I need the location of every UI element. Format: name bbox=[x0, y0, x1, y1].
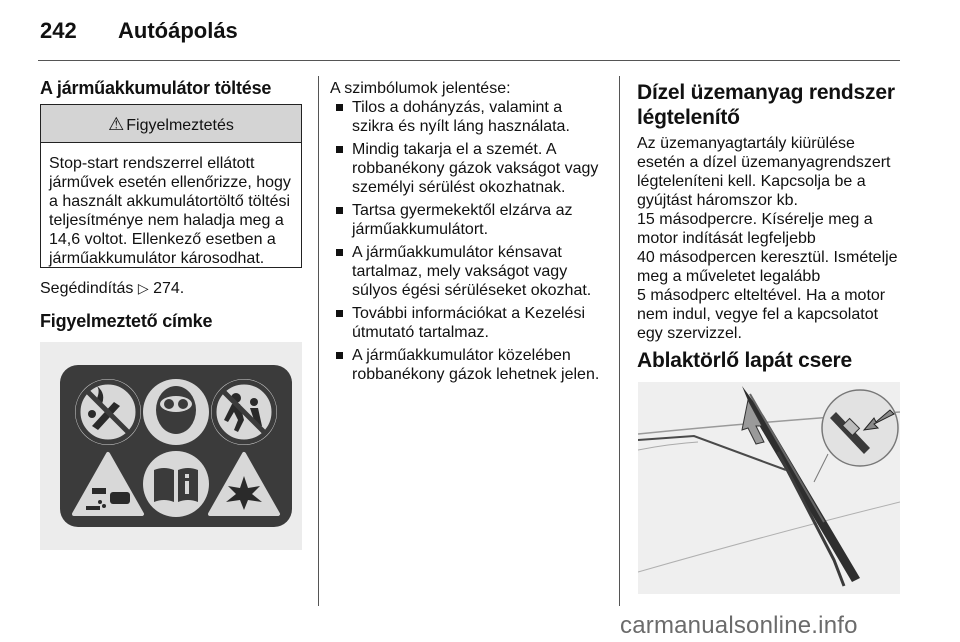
chapter-title: Autóápolás bbox=[118, 18, 238, 43]
title-line: légtelenítő bbox=[637, 106, 740, 129]
warning-box bbox=[40, 104, 302, 268]
list-item bbox=[330, 346, 615, 384]
list-item bbox=[330, 98, 615, 136]
warning-line: 14,6 voltot. Ellenkező esetben a bbox=[49, 231, 276, 248]
jump-start-text: Segédindítás bbox=[40, 280, 134, 297]
warning-body bbox=[41, 143, 301, 268]
column-divider-1 bbox=[318, 76, 319, 606]
list-item-line: A járműakkumulátor közelében bbox=[352, 347, 571, 364]
warning-line: Stop-start rendszerrel ellátott bbox=[49, 155, 255, 172]
page-number: 242 bbox=[40, 18, 77, 43]
warning-line: járműakkumulátor károsodhat. bbox=[49, 250, 265, 267]
list-item bbox=[330, 243, 615, 300]
section-title-wiper-replacement: Ablaktörlő lapát csere bbox=[637, 349, 853, 372]
diesel-instructions bbox=[637, 134, 898, 343]
list-item-line: robbanékony gázok vakságot vagy bbox=[352, 160, 599, 177]
list-item-line: szikra és nyílt láng használata. bbox=[352, 118, 570, 135]
list-item bbox=[330, 201, 615, 239]
list-item-line: Tilos a dohányzás, valamint a bbox=[352, 99, 563, 116]
read-manual-icon bbox=[143, 451, 209, 517]
text-line: 5 másodperc elteltével. Ha a motor bbox=[637, 287, 886, 304]
list-item bbox=[330, 304, 615, 342]
text-line: 40 másodpercen keresztül. Ismételje bbox=[637, 249, 898, 266]
section-title-warning-label: Figyelmeztető címke bbox=[40, 311, 213, 331]
section-title-battery-charging: A járműakkumulátor töltése bbox=[40, 78, 272, 98]
list-item-line: Mindig takarja el a szemét. A bbox=[352, 141, 557, 158]
warning-heading: Figyelmeztetés bbox=[126, 117, 234, 134]
list-item bbox=[330, 140, 615, 197]
list-item-line: útmutató tartalmaz. bbox=[352, 324, 489, 341]
jump-start-page: 274. bbox=[153, 280, 185, 297]
text-line: légteleníteni kell. Kapcsolja be a bbox=[637, 173, 866, 190]
list-item-line: súlyos égési sérüléseket okozhat. bbox=[352, 282, 592, 299]
text-line: gyújtást háromszor kb. bbox=[637, 192, 798, 209]
list-item-line: Tartsa gyermekektől elzárva az bbox=[352, 202, 573, 219]
header-divider bbox=[38, 60, 900, 61]
list-item-line: robbanékony gázok lehetnek jelen. bbox=[352, 366, 600, 383]
text-line: 15 másodpercre. Kísérelje meg a bbox=[637, 211, 873, 228]
warning-line: a használt akkumulátortöltő töltési bbox=[49, 193, 291, 210]
warning-line: teljesítménye nem haladja meg a bbox=[49, 212, 284, 229]
text-line: meg a műveletet legalább bbox=[637, 268, 821, 285]
warning-header bbox=[41, 105, 301, 143]
eye-protection-icon bbox=[143, 379, 209, 445]
wiper-blade-illustration bbox=[638, 382, 900, 594]
text-line: esetén a dízel üzemanyagrendszert bbox=[637, 154, 891, 171]
text-line: motor indítását legfeljebb bbox=[637, 230, 816, 247]
symbols-intro: A szimbólumok jelentése: bbox=[330, 80, 511, 97]
text-line: egy szervizzel. bbox=[637, 325, 742, 342]
jump-start-reference[interactable] bbox=[40, 279, 184, 299]
list-item-line: A járműakkumulátor kénsavat bbox=[352, 244, 562, 261]
column-divider-2 bbox=[619, 76, 620, 606]
text-line: nem indul, vegye fel a kapcsolatot bbox=[637, 306, 879, 323]
keep-children-away-icon bbox=[211, 379, 277, 445]
title-line: Dízel üzemanyag rendszer bbox=[637, 81, 895, 104]
list-item-line: További információkat a Kezelési bbox=[352, 305, 586, 322]
no-smoking-no-flame-icon bbox=[75, 379, 141, 445]
list-item-line: személyi sérülést okozhatnak. bbox=[352, 179, 566, 196]
warning-triangle-icon: ⚠ bbox=[108, 114, 125, 134]
list-item-line: tartalmaz, mely vakságot vagy bbox=[352, 263, 568, 280]
symbol-meanings-list bbox=[330, 98, 615, 388]
section-title-diesel-bleeding bbox=[637, 80, 895, 130]
warning-line: járművek esetén ellenőrizze, hogy bbox=[49, 174, 291, 191]
watermark: carmanualsonline.info bbox=[620, 612, 858, 639]
text-line: Az üzemanyagtartály kiürülése bbox=[637, 135, 855, 152]
warning-label-illustration bbox=[40, 342, 302, 550]
list-item-line: járműakkumulátort. bbox=[352, 221, 489, 238]
page-ref-arrow-icon: ▷ bbox=[137, 281, 149, 297]
